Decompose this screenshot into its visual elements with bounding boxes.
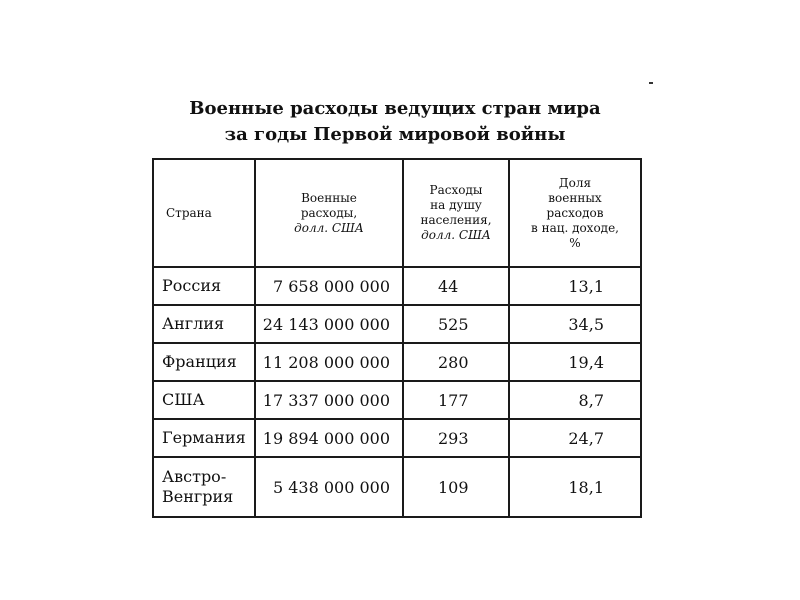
header-line: расходов — [546, 205, 604, 220]
cell-country — [153, 381, 255, 419]
cell-spending: 5 438 000 000 — [255, 457, 403, 517]
cell-share: 13,1 — [509, 267, 641, 305]
title-line-2: за годы Первой мировой войны — [224, 124, 566, 145]
title-line-1: Военные расходы ведущих стран мира — [189, 98, 601, 119]
country-name: Германия — [162, 428, 246, 447]
cell-per-capita: 44 — [403, 267, 509, 305]
table-row — [153, 267, 641, 305]
header-line: Военные — [301, 190, 357, 205]
cell-per-capita: 177 — [403, 381, 509, 419]
country-name: Венгрия — [162, 487, 234, 506]
table-row — [153, 419, 641, 457]
header-per-capita — [403, 159, 509, 267]
header-line: Страна — [166, 205, 212, 220]
cell-share: 18,1 — [509, 457, 641, 517]
table-row — [153, 343, 641, 381]
country-name: Россия — [162, 276, 222, 295]
cell-share: 8,7 — [509, 381, 641, 419]
table-title — [150, 96, 640, 148]
cell-country — [153, 305, 255, 343]
cell-country — [153, 419, 255, 457]
cell-spending: 11 208 000 000 — [255, 343, 403, 381]
header-line: Расходы — [429, 183, 483, 197]
header-line: на душу — [430, 198, 482, 212]
header-line: населения, — [420, 213, 492, 227]
header-spending — [255, 159, 403, 267]
military-spending-table — [152, 158, 642, 518]
header-unit: долл. США — [421, 228, 491, 242]
cell-spending: 24 143 000 000 — [255, 305, 403, 343]
header-share — [509, 159, 641, 267]
cell-per-capita: 293 — [403, 419, 509, 457]
country-name: Франция — [162, 352, 237, 371]
cell-share: 34,5 — [509, 305, 641, 343]
cell-per-capita: 280 — [403, 343, 509, 381]
header-line: военных — [548, 190, 602, 205]
header-line: Доля — [558, 175, 592, 190]
country-name: Австро- — [162, 467, 227, 486]
cell-country — [153, 457, 255, 517]
table-row — [153, 457, 641, 517]
header-line: расходы, — [300, 205, 358, 220]
cell-per-capita: 525 — [403, 305, 509, 343]
header-line: в нац. доходе, — [531, 220, 619, 235]
header-row — [153, 159, 641, 267]
cell-country — [153, 343, 255, 381]
table-row — [153, 305, 641, 343]
country-name: США — [162, 390, 205, 409]
scan-speck — [649, 82, 653, 84]
cell-share: 19,4 — [509, 343, 641, 381]
header-line: % — [569, 235, 581, 250]
cell-spending: 7 658 000 000 — [255, 267, 403, 305]
cell-country — [153, 267, 255, 305]
country-name: Англия — [162, 314, 225, 333]
cell-share: 24,7 — [509, 419, 641, 457]
cell-spending: 19 894 000 000 — [255, 419, 403, 457]
header-country — [153, 159, 255, 267]
table-row — [153, 381, 641, 419]
cell-per-capita: 109 — [403, 457, 509, 517]
cell-spending: 17 337 000 000 — [255, 381, 403, 419]
header-unit: долл. США — [294, 220, 364, 235]
